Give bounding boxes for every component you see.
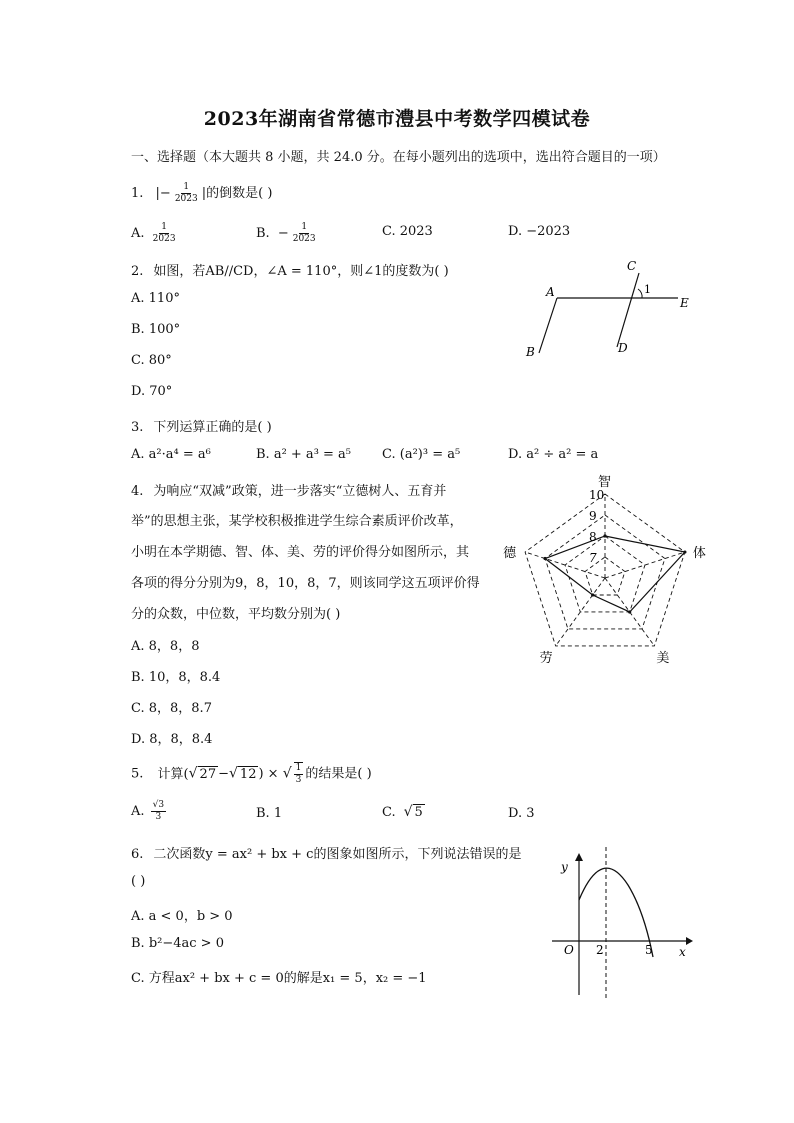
radar-axis-labels xyxy=(503,475,706,666)
q3-option-d: D. a² ÷ a² = a xyxy=(508,447,599,462)
radar-scale-label: 7 xyxy=(589,551,597,565)
label-e: E xyxy=(680,296,689,310)
radar-axis-label: 美 xyxy=(656,650,670,666)
radar-scale-label: 8 xyxy=(589,530,597,544)
question-2: 2. 如图，若AB//CD，∠A = 110°，则∠1的度数为( ) xyxy=(131,264,449,279)
q3-option-a: A. a²·a⁴ = a⁶ xyxy=(131,447,211,462)
question-number: 1. xyxy=(131,186,144,201)
q4-line-2: 举”的思想主张，某学校积极推进学生综合素质评价改革， xyxy=(131,514,463,529)
q6-option-a: A. a < 0，b > 0 xyxy=(131,909,233,924)
q4-line-3: 小明在本学期德、智、体、美、劳的评价得分如图所示，其 xyxy=(131,545,470,560)
label-b: B xyxy=(526,345,535,359)
tick-2-label: 2 xyxy=(596,943,604,957)
q2-option-d: D. 70° xyxy=(131,384,173,399)
label-angle-1: 1 xyxy=(644,283,651,296)
q2-option-c: C. 80° xyxy=(131,353,172,368)
q1-option-a: A. $\frac{1}{2023}$ xyxy=(131,222,176,244)
q6-option-c: C. 方程ax² + bx + c = 0的解是x₁ = 5，x₂ = −1 xyxy=(131,971,427,986)
origin-label: O xyxy=(564,943,574,957)
radar-axis-label: 体 xyxy=(692,546,706,562)
question-5: 5. 计算(√ 27 −√ 12 ) × √ $\frac{1}{3}$ 的结果是( ) xyxy=(131,763,372,785)
radar-axis-label: 劳 xyxy=(539,650,553,666)
radar-scale-labels xyxy=(589,488,604,565)
parabola-graph xyxy=(548,845,698,1005)
q4-option-c: C. 8，8，8.7 xyxy=(131,701,212,716)
q5-option-c: C. √ 5 xyxy=(382,804,423,820)
q3-option-b: B. a² + a³ = a⁵ xyxy=(256,447,352,462)
section-header: 一、选择题（本大题共 8 小题，共 24.0 分。在每小题列出的选项中，选出符合题目的一项） xyxy=(131,150,666,165)
q4-option-d: D. 8，8，8.4 xyxy=(131,732,213,747)
radar-data-point xyxy=(591,593,594,596)
label-a: A xyxy=(546,285,555,299)
label-c: C xyxy=(627,259,637,273)
radar-data-point xyxy=(543,557,546,560)
parallel-lines-figure xyxy=(520,255,700,365)
q3-option-c: C. (a²)³ = a⁵ xyxy=(382,447,461,462)
radar-scale-label: 9 xyxy=(589,509,597,523)
q1-stem-post: |的倒数是( ) xyxy=(201,186,273,201)
q1-option-b: B. − $\frac{1}{2023}$ xyxy=(256,222,316,244)
q1-option-c: C. 2023 xyxy=(382,224,433,239)
question-3: 3. 下列运算正确的是( ) xyxy=(131,420,272,435)
parabola-curve xyxy=(579,868,653,957)
tick-5-label: 5 xyxy=(645,943,653,957)
q6-option-b: B. b²−4ac > 0 xyxy=(131,936,224,951)
x-axis-arrow xyxy=(686,937,693,945)
radar-axis-label: 智 xyxy=(598,475,612,490)
q2-option-a: A. 110° xyxy=(131,291,180,306)
q5-option-b: B. 1 xyxy=(256,806,283,821)
q1-stem-pre: |− xyxy=(155,186,171,201)
q5-option-d: D. 3 xyxy=(508,806,535,821)
radar-data-point xyxy=(603,534,606,537)
radar-axis-label: 德 xyxy=(503,546,517,562)
radar-data-point xyxy=(628,610,631,613)
question-6: 6. 二次函数y = ax² + bx + c的图象如图所示，下列说法错误的是 xyxy=(131,847,522,862)
q5-option-a: A. $\frac{√3}{3}$ xyxy=(131,800,165,822)
radar-scale-label: 10 xyxy=(589,488,605,502)
y-axis-arrow xyxy=(575,853,583,861)
q4-line-5: 分的众数，中位数，平均数分别为( ) xyxy=(131,607,341,622)
radar-data-point xyxy=(683,550,686,553)
q1-option-d: D. −2023 xyxy=(508,224,571,239)
page-title: 2023年湖南省常德市澧县中考数学四模试卷 xyxy=(203,108,591,130)
radar-chart xyxy=(505,474,705,664)
y-label: y xyxy=(561,860,568,874)
x-label: x xyxy=(679,945,686,959)
q4-option-a: A. 8，8，8 xyxy=(131,639,200,654)
q4-option-b: B. 10，8，8.4 xyxy=(131,670,221,685)
radar-data-polygon xyxy=(545,536,685,612)
question-4: 4. 为响应“双减”政策，进一步落实“立德树人、五育并 xyxy=(131,484,447,499)
line-cd xyxy=(617,273,639,347)
q6-stem-continued: ( ) xyxy=(131,874,146,889)
angle-1-arc xyxy=(638,289,642,298)
q4-line-4: 各项的得分分别为9，8，10，8，7，则该同学这五项评价得 xyxy=(131,576,480,591)
line-ab xyxy=(539,298,557,353)
q1-fraction: $\frac{1}{2023}$ xyxy=(174,182,198,204)
q2-option-b: B. 100° xyxy=(131,322,181,337)
label-d: D xyxy=(618,341,628,355)
question-1 xyxy=(131,182,272,205)
radar-axis-line xyxy=(556,578,605,646)
